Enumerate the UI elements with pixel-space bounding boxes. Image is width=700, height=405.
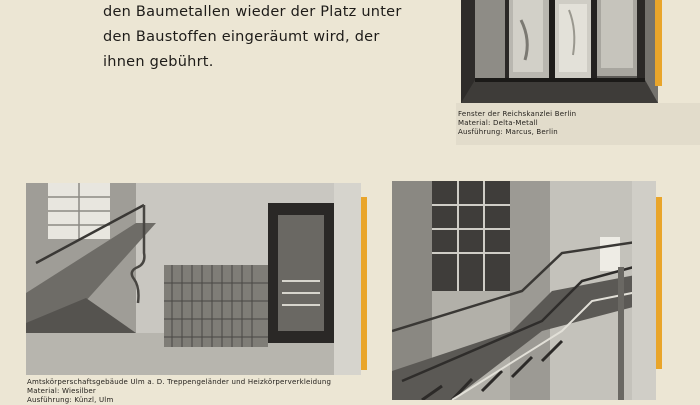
caption-execution: Ausführung: Künzl, Ulm [27, 396, 114, 404]
window-photo [461, 0, 658, 103]
intro-line: den Baustoffen eingeräumt wird, der [103, 29, 380, 45]
window-photo-caption [458, 110, 576, 137]
intro-line: den Baumetallen wieder der Platz unter [103, 4, 402, 20]
caption-execution: Ausführung: Marcus, Berlin [458, 128, 558, 136]
caption-title: Amtskörperschaftsgebäude Ulm a. D. Treppengeländer und Heizkörperverkleidung [27, 378, 332, 386]
caption-material: Material: Delta-Metall [458, 119, 538, 127]
caption-title: Fenster der Reichskanzlei Berlin [458, 110, 577, 118]
staircase-photo-caption [27, 378, 331, 405]
staircase-radiator-photo [26, 183, 361, 375]
caption-material: Material: Wiesilber [27, 387, 97, 395]
accent-bar [656, 197, 662, 369]
intro-text [103, 0, 403, 75]
intro-line: ihnen gebührt. [103, 54, 214, 70]
stairwell-photo [392, 181, 656, 400]
accent-bar [361, 197, 367, 370]
accent-bar [655, 0, 662, 86]
